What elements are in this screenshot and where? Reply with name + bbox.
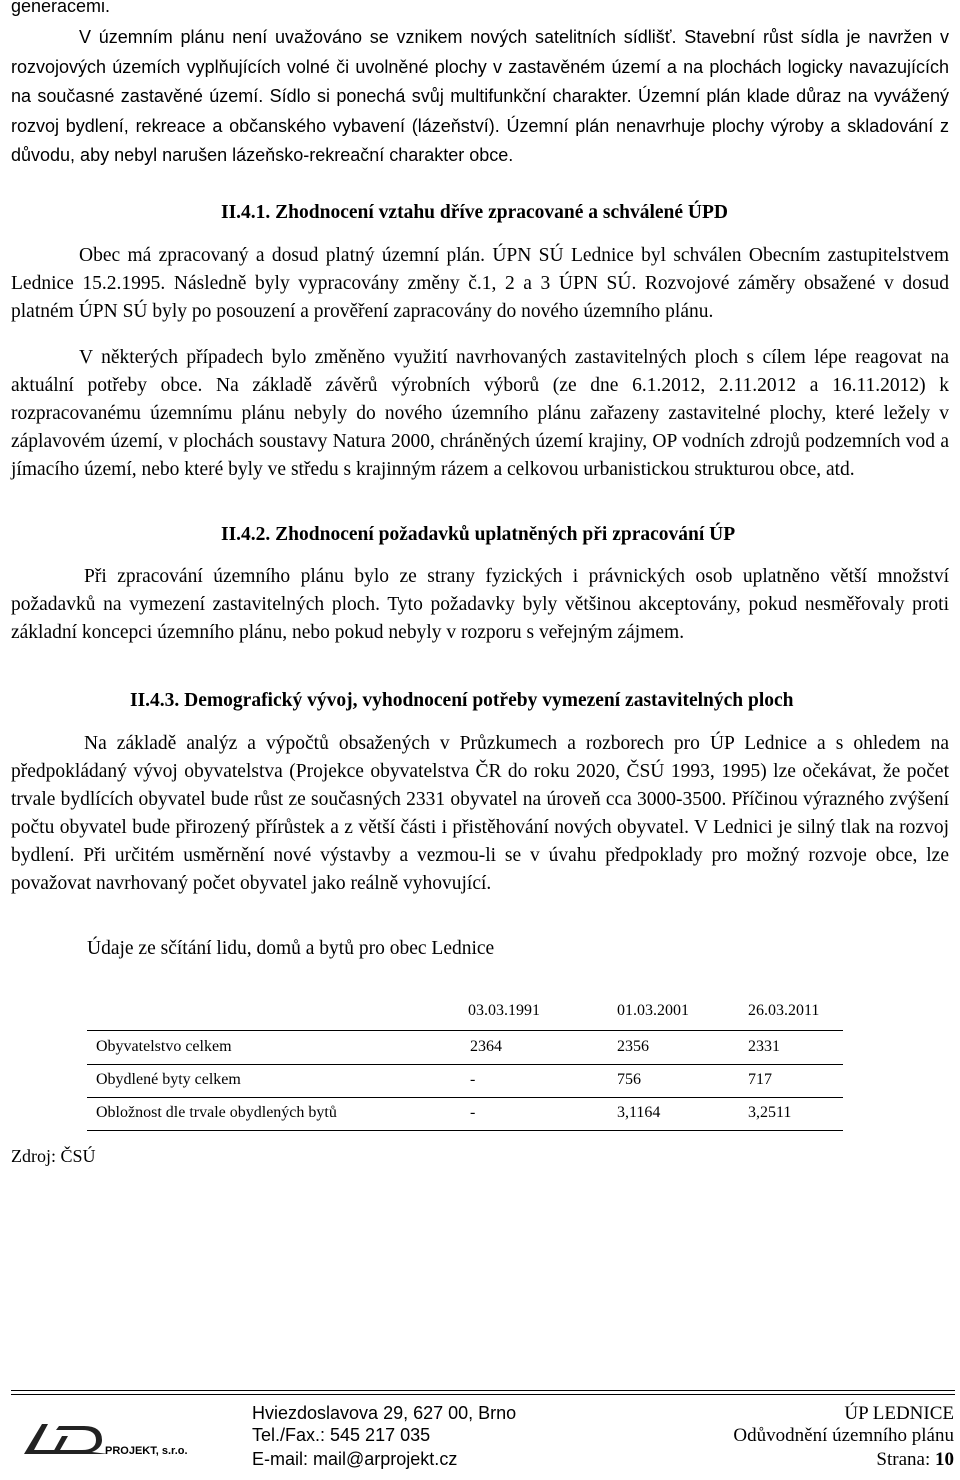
row-label: Obydlené byty celkem <box>96 1071 241 1088</box>
table-rule <box>87 1130 843 1131</box>
footer-rule <box>11 1394 955 1395</box>
column-header: 03.03.1991 <box>468 1002 540 1019</box>
table-cell: 717 <box>748 1071 772 1088</box>
section-heading-4-1: II.4.1. Zhodnocení vztahu dříve zpracované a schválené ÚPD <box>221 202 728 223</box>
footer-page <box>876 1449 954 1471</box>
section-4-1-paragraph-1: Obec má zpracovaný a dosud platný územní plán. ÚPN SÚ Lednice byl schválen Obecním zastupitelstvem Lednice 15.2.1995. Následně byly vypracovány změny č.1, 2 a 3 ÚPN SÚ. Rozvojové záměry obsažené v dosud platném ÚPN SÚ byly po posouzení a prověření zapracovány do nového územního plánu. <box>11 245 949 322</box>
footer-document-title: Odůvodnění územního plánu <box>733 1425 954 1446</box>
footer-email: E-mail: mail@arprojekt.cz <box>252 1449 458 1469</box>
page-label: Strana: <box>876 1449 935 1470</box>
intro-paragraph: V územním plánu není uvažováno se vznikem nových satelitních sídlišť. Stavební růst sídla je navržen v rozvojových územích vyplňujících volné či uvolněné plochy v zastavěném území a na plochách logicky navazujících na současné zastavěné území. Sídlo si ponechá svůj multifunkční charakter. Územní plán klade důraz na vyvážený rozvoj bydlení, rekreace a občanského vybavení (lázeňství). Územní plán nenavrhuje plochy výroby a skladování z důvodu, aby nebyl narušen lázeňsko-rekreační charakter obce. <box>11 27 949 165</box>
table-cell: 2331 <box>748 1038 780 1055</box>
column-header: 26.03.2011 <box>748 1002 820 1019</box>
footer-phone: Tel./Fax.: 545 217 035 <box>252 1425 431 1445</box>
column-header: 01.03.2001 <box>617 1002 689 1019</box>
table-cell: - <box>470 1104 476 1121</box>
section-4-3-paragraph: Na základě analýz a výpočtů obsažených v Průzkumech a rozborech pro ÚP Lednice a s ohledem na předpokládaný vývoj obyvatelstva (Projekce obyvatelstva ČR do roku 2020, ČSÚ 1993, 1995) lze očekávat, že počet trvale bydlících obyvatel bude růst ze současných 2331 obyvatel na úroveň cca 3000-3500. Příčinou výrazného zvýšení počtu obyvatel bude přirozený přírůstek a z větší části i přistěhování nových obyvatel. V Lednici je silný tlak na rozvoj bydlení. Při určitém usměrnění nové výstavby a vezmou-li se v úvahu předpoklady pro možný rozvoje obce, lze považovat navrhovaný počet obyvatel jako reálně vyhovující. <box>11 733 949 894</box>
company-name: PROJEKT, s.r.o. <box>105 1445 188 1457</box>
table-cell: 3,1164 <box>617 1104 661 1121</box>
footer-rule <box>11 1390 955 1391</box>
table-rule <box>87 1064 843 1065</box>
census-title: Údaje ze sčítání lidu, domů a bytů pro obec Lednice <box>87 938 495 959</box>
table-cell: 2356 <box>617 1038 649 1055</box>
table-rule <box>87 1097 843 1098</box>
page-number: 10 <box>935 1449 954 1470</box>
table-cell: 756 <box>617 1071 641 1088</box>
ar-logo-icon <box>22 1418 112 1458</box>
section-heading-4-3: II.4.3. Demografický vývoj, vyhodnocení potřeby vymezení zastavitelných ploch <box>130 690 794 711</box>
section-4-2-paragraph: Při zpracování územního plánu bylo ze strany fyzických i právnických osob uplatněno větší množství požadavků na vymezení zastavitelných ploch. Tyto požadavky byly většinou akceptovány, pokud nesměřovaly proti základní koncepci územního plánu, nebo pokud nebyly v rozporu s veřejným zájmem. <box>11 566 949 643</box>
table-cell: 3,2511 <box>748 1104 792 1121</box>
data-source: Zdroj: ČSÚ <box>11 1146 96 1166</box>
section-heading-4-2: II.4.2. Zhodnocení požadavků uplatněných při zpracování ÚP <box>221 524 736 545</box>
row-label: Obložnost dle trvale obydlených bytů <box>96 1104 337 1121</box>
footer-project: ÚP LEDNICE <box>844 1403 954 1424</box>
row-label: Obyvatelstvo celkem <box>96 1038 232 1055</box>
continued-line: generacemi. <box>11 0 111 16</box>
table-rule <box>87 1030 843 1031</box>
section-4-1-paragraph-2: V některých případech bylo změněno využití navrhovaných zastavitelných ploch s cílem lépe reagovat na aktuální potřeby obce. Na základě závěrů výrobních výborů (ze dne 6.1.2012, 2.11.2012 a 16.11.2012) k rozpracovanému územnímu plánu nebyly do nového územního plánu zařazeny zastavitelné plochy, které ležely v záplavovém území, v plochách soustavy Natura 2000, chráněných území krajiny, OP vodních zdrojů podzemních vod a jímacího území, nebo které byly ve středu s krajinným rázem a celkovou urbanistickou strukturou obce, atd. <box>11 347 949 480</box>
footer-address: Hviezdoslavova 29, 627 00, Brno <box>252 1403 517 1423</box>
table-cell: 2364 <box>470 1038 502 1055</box>
table-cell: - <box>470 1071 476 1088</box>
